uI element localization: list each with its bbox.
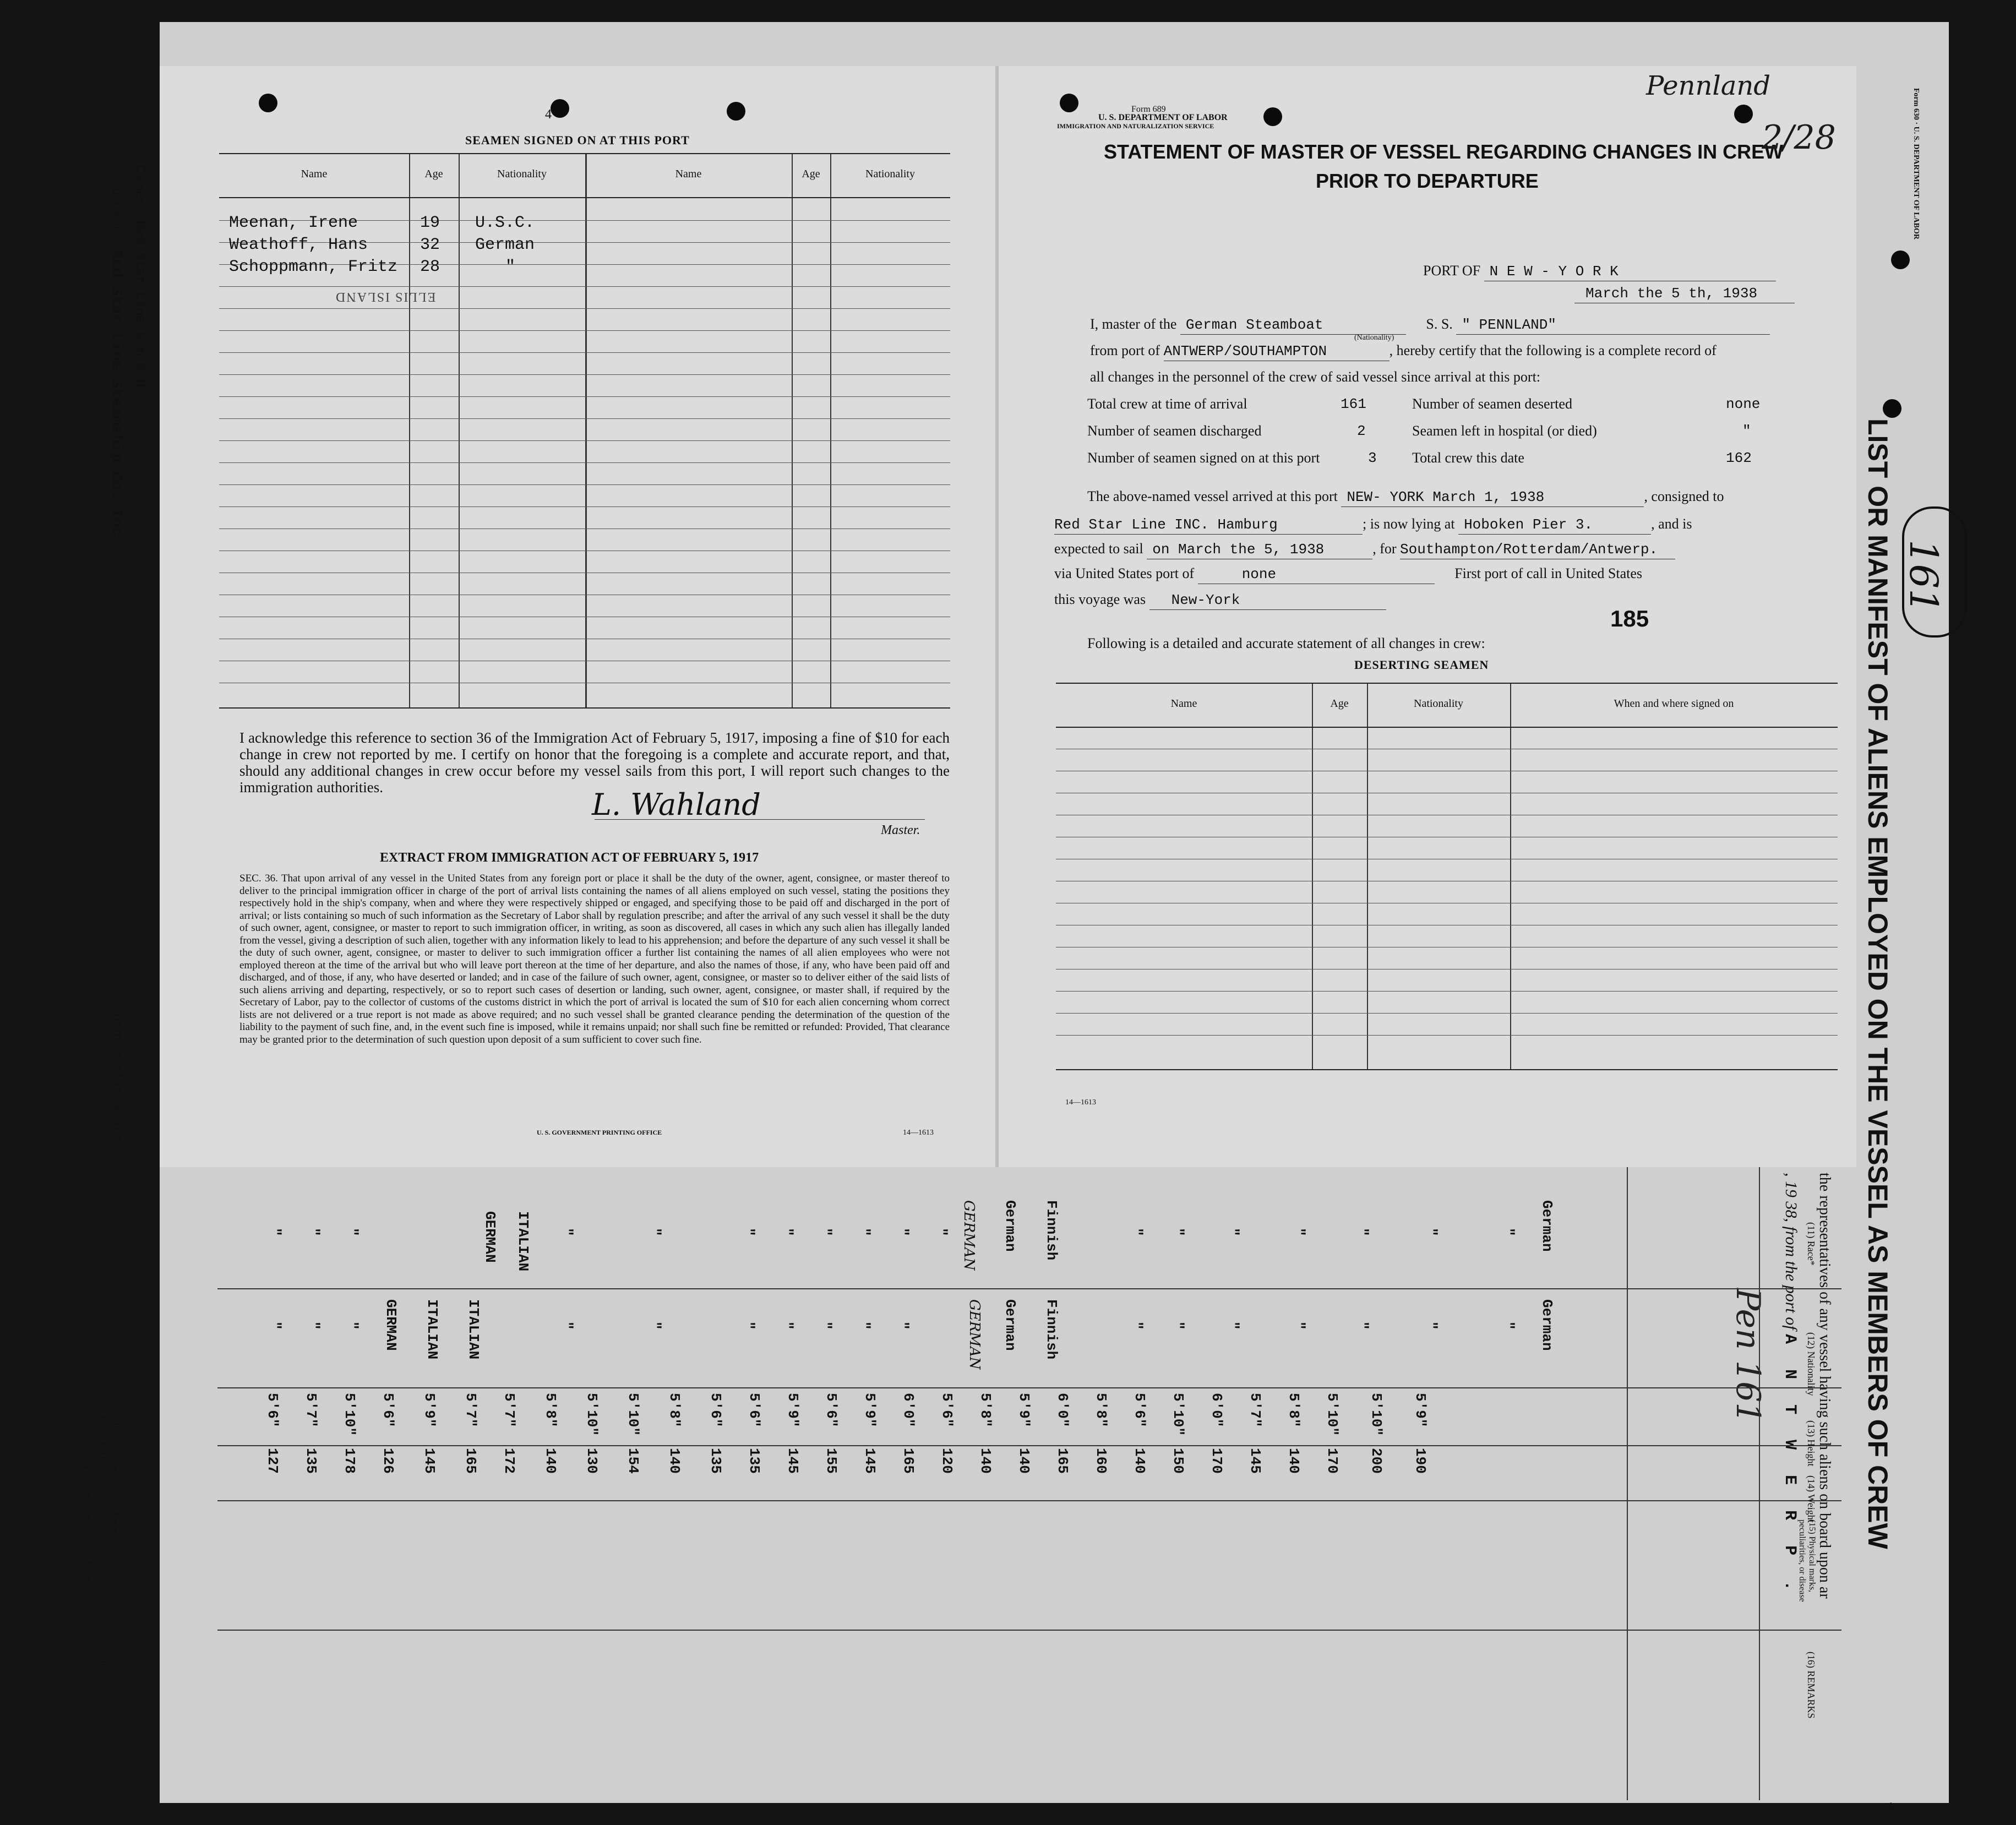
col-race: (11) Race* <box>1806 1222 1817 1266</box>
height-entry: 5'10" <box>1368 1393 1385 1436</box>
height-entry: 5'8" <box>666 1393 683 1428</box>
nationality-entry: German <box>1539 1299 1555 1351</box>
via-line: via United States port of none First port of call in United States <box>1054 564 1642 584</box>
master-line: I, master of the German Steamboat S. S. " PENNLAND" <box>1090 315 1770 335</box>
weight-entry: 190 <box>1412 1448 1429 1474</box>
weight-entry: 140 <box>542 1448 559 1474</box>
nationality-entry: " <box>559 1321 575 1330</box>
left-form-code: 14—1613 <box>903 1129 934 1137</box>
height-entry: 5'7" <box>462 1393 479 1428</box>
nationality-entry: " <box>1423 1321 1440 1330</box>
height-entry: 5'9" <box>421 1393 438 1428</box>
seamen-signed-table <box>219 153 950 709</box>
stat-discharged: Number of seamen discharged 2 <box>1087 423 1366 439</box>
page-number: 4 <box>545 107 552 122</box>
row-name: Meenan, Irene <box>229 214 358 232</box>
col-age: Age <box>424 168 443 180</box>
race-entry: " <box>1170 1228 1186 1236</box>
race-entry: Finnish <box>1043 1200 1060 1261</box>
binder-hole <box>1060 94 1078 112</box>
nationality-entry: ITALIAN <box>424 1299 440 1360</box>
footnote-note: NOTE.—Failure to furnish full or correct information in columns (3), <box>96 1398 108 1706</box>
voyage-line: this voyage was New-York <box>1054 590 1386 610</box>
corner-handwriting: Pennland <box>1646 70 1770 101</box>
height-entry: 5'6" <box>707 1393 724 1428</box>
nationality-entry: " <box>895 1321 911 1330</box>
row-name: Weathoff, Hans <box>229 236 368 254</box>
printing-office: U. S. GOVERNMENT PRINTING OFFICE <box>537 1129 662 1136</box>
height-entry: 5'9" <box>1016 1393 1032 1428</box>
stat-signed-on: Number of seamen signed on at this port 3 <box>1087 450 1377 466</box>
form-630-label: Form 630 · U. S. DEPARTMENT OF LABOR <box>1912 88 1920 239</box>
weight-entry: 140 <box>1131 1448 1148 1474</box>
stat-hospital: Seamen left in hospital (or died) " <box>1412 423 1751 439</box>
col-nationality-2: Nationality <box>865 168 915 180</box>
nationality-entry: " <box>818 1321 834 1330</box>
weight-entry: 165 <box>900 1448 917 1474</box>
race-entry: " <box>1500 1228 1517 1236</box>
nationality-entry: " <box>740 1321 757 1330</box>
weight-entry: 154 <box>625 1448 641 1474</box>
height-entry: 5'8" <box>1093 1393 1109 1428</box>
height-entry: 5'10" <box>1324 1393 1341 1436</box>
height-entry: 5'6" <box>746 1393 762 1428</box>
deserting-seamen-table <box>1056 683 1838 1070</box>
master-signature: L. Wahland <box>592 787 761 822</box>
weight-entry: 155 <box>823 1448 840 1474</box>
nationality-entry: Finnish <box>1043 1299 1060 1360</box>
col-nationality: Nationality <box>497 168 547 180</box>
weight-entry: 135 <box>707 1448 724 1474</box>
weight-entry: 145 <box>1247 1448 1263 1474</box>
col-height: (13) Height <box>1806 1420 1817 1467</box>
height-entry: 5'6" <box>1131 1393 1148 1428</box>
page-fold <box>995 66 999 1167</box>
race-entry: " <box>933 1228 950 1236</box>
weight-entry: 135 <box>303 1448 319 1474</box>
nationality-entry: ITALIAN <box>465 1299 482 1360</box>
col-nationality: Nationality <box>1414 698 1463 710</box>
race-entry: " <box>647 1228 663 1236</box>
height-entry: 5'6" <box>264 1393 281 1428</box>
pen-161-note: Pen 161 <box>1729 1288 1767 1424</box>
col-name-2: Name <box>675 168 702 180</box>
footnote-races: *See list of races on back hereof. <box>109 1398 121 1544</box>
weight-entry: 120 <box>939 1448 955 1474</box>
race-entry: " <box>1291 1228 1307 1236</box>
col-nationality: (12) Nationality <box>1806 1332 1817 1396</box>
race-entry: " <box>895 1228 911 1236</box>
sub-caption: the representatives of any vessel having such aliens on board upon ar <box>1816 1173 1833 1599</box>
nationality-entry: " <box>779 1321 795 1330</box>
weight-entry: 127 <box>264 1448 281 1474</box>
height-entry: 5'9" <box>784 1393 801 1428</box>
nationality-entry: " <box>856 1321 873 1330</box>
height-entry: 5'10" <box>584 1393 600 1436</box>
weight-entry: 150 <box>1170 1448 1186 1474</box>
weight-entry: 130 <box>584 1448 600 1474</box>
race-entry: " <box>1129 1228 1145 1236</box>
col-remarks: (16) REMARKS <box>1806 1652 1817 1719</box>
weight-entry: 160 <box>1093 1448 1109 1474</box>
stat-total-crew: Total crew this date 162 <box>1412 450 1752 466</box>
binder-hole <box>1883 399 1901 418</box>
nationality-entry: " <box>647 1321 663 1330</box>
binder-hole <box>1263 107 1282 126</box>
height-entry: 5'7" <box>501 1393 517 1428</box>
weight-entry: 140 <box>1016 1448 1032 1474</box>
nationality-entry: German <box>1002 1299 1018 1351</box>
weight-entry: 135 <box>746 1448 762 1474</box>
weight-entry: 170 <box>1208 1448 1225 1474</box>
nationality-entry: GERMAN <box>966 1299 983 1370</box>
corner-mark: 2/28 <box>1762 118 1836 157</box>
height-entry: 5'7" <box>1247 1393 1263 1428</box>
row-name: Schoppmann, Fritz <box>229 258 398 276</box>
weight-entry: 140 <box>666 1448 683 1474</box>
race-entry: " <box>1354 1228 1371 1236</box>
col-age-2: Age <box>802 168 820 180</box>
ellis-island-stamp: ELLIS ISLAND <box>335 290 436 304</box>
height-entry: 5'7" <box>303 1393 319 1428</box>
col-weight: (14) Weight <box>1806 1475 1817 1523</box>
weight-entry: 145 <box>862 1448 878 1474</box>
race-entry: " <box>559 1228 575 1236</box>
race-entry: " <box>344 1228 361 1236</box>
nationality-entry: GERMAN <box>383 1299 399 1351</box>
circled-number-text: 161 <box>1901 540 1946 613</box>
height-entry: 5'6" <box>823 1393 840 1428</box>
binder-hole <box>259 94 277 112</box>
year-line: , 19 38, from the port of A N T W E R P . <box>1780 1173 1800 1599</box>
manifest-bottom-table <box>217 1167 1841 1800</box>
certify-line: all changes in the personnel of the crew of said vessel since arrival at this port: <box>1090 369 1541 385</box>
inspector-label: Immigrant Inspector. <box>111 1013 124 1143</box>
nationality-hint: (Nationality) <box>1354 334 1394 342</box>
height-entry: 5'10" <box>1170 1393 1186 1436</box>
handwritten-185: 185 <box>1610 606 1649 631</box>
nationality-entry: " <box>1500 1321 1517 1330</box>
race-entry: German <box>1539 1200 1555 1252</box>
service: IMMIGRATION AND NATURALIZATION SERVICE <box>1057 122 1214 130</box>
binder-hole <box>1891 250 1910 269</box>
weight-entry: 126 <box>380 1448 396 1474</box>
nationality-entry: " <box>306 1321 322 1330</box>
col-when-where: When and where signed on <box>1614 698 1734 710</box>
statement-title: STATEMENT OF MASTER OF VESSEL REGARDING CHANGES IN CREW <box>1104 140 1784 163</box>
nationality-entry: " <box>1225 1321 1241 1330</box>
weight-entry: 145 <box>784 1448 801 1474</box>
height-entry: 5'8" <box>977 1393 994 1428</box>
nationality-entry: " <box>344 1321 361 1330</box>
extract-title: EXTRACT FROM IMMIGRATION ACT OF FEBRUARY 5, 1917 <box>380 851 759 865</box>
statement-subtitle: PRIOR TO DEPARTURE <box>1316 170 1539 192</box>
race-entry: German <box>1002 1200 1018 1252</box>
height-entry: 5'6" <box>380 1393 396 1428</box>
owners-line: Owners Red Star Line G.m.b.H. <box>132 165 148 395</box>
row-nationality: German <box>475 236 535 254</box>
binder-hole <box>727 102 745 121</box>
weight-entry: 172 <box>501 1448 517 1474</box>
master-label: Master. <box>881 823 920 837</box>
port-line: PORT OF N E W - Y O R K <box>1423 262 1776 281</box>
height-entry: 5'9" <box>862 1393 878 1428</box>
race-entry: GERMAN <box>961 1200 977 1271</box>
race-entry: ITALIAN <box>515 1211 531 1272</box>
date-line: March the 5 th, 1938 <box>1574 284 1795 303</box>
height-entry: 5'10" <box>625 1393 641 1436</box>
from-port-line: from port of ANTWERP/SOUTHAMPTON , hereby certify that the following is a complete record of <box>1090 341 1717 361</box>
row-nationality: " <box>505 258 516 276</box>
nationality-entry: " <box>1170 1321 1186 1330</box>
height-entry: 5'8" <box>542 1393 559 1428</box>
height-entry: 6'0" <box>1208 1393 1225 1428</box>
race-entry: " <box>856 1228 873 1236</box>
expected-line: expected to sail on March the 5, 1938 , for Southampton/Rotterdam/Antwerp. <box>1054 540 1675 559</box>
manifest-vertical-title: LIST OR MANIFEST OF ALIENS EMPLOYED ON THE VESSEL AS MEMBERS OF CREW <box>1862 418 1893 1549</box>
department: U. S. DEPARTMENT OF LABOR <box>1098 113 1228 122</box>
row-age: 19 <box>420 214 440 232</box>
height-entry: 5'10" <box>341 1393 358 1436</box>
race-entry: " <box>306 1228 322 1236</box>
consignee-line: Red Star Line INC. Hamburg ; is now lying at Hoboken Pier 3. , and is <box>1054 515 1692 535</box>
row-age: 28 <box>420 258 440 276</box>
nationality-entry: " <box>1129 1321 1145 1330</box>
race-entry: " <box>1225 1228 1241 1236</box>
race-entry: " <box>818 1228 834 1236</box>
col-physical-marks: (15) Physical marks, peculiarities, or disease <box>1797 1519 1817 1602</box>
extract-text: SEC. 36. That upon arrival of any vessel in the United States from any foreign port or place it shall be the duty of the owner, agent, consignee, or master thereof to deliver to the principal immigration officer in charge of the port of arrival lists containing the names of all aliens employed on such vessel, stating the positions they respectively hold in the ship's company, when and where they were respectively shipped or engaged, and specifying those to be paid off and discharged in the port of arrival; or lists containing so much of such information as the Secretary of Labor shall by regulation prescribe; and after the arrival of any such vessel it shall be the duty of such owner, agent, consignee, or master to report to such immigration officer, in writing, as soon as discovered, all cases in which any such alien has illegally landed from the vessel, giving a description of such alien, together with any information likely to lead to his apprehension; and before the departure of any such vessel it shall be the duty of such owner, agent, consignee, or master to deliver to such immigration officer a further list containing the names of all alien employees who were not employed thereon at the time of the arrival but who will leave port thereon at the time of her departure, and also the names of those, if any, who have been paid off and discharged, and of those, if any, who have deserted or landed; and in case of the failure of such owner, agent, consignee, or master so to deliver either of the said lists of such aliens arriving and departing, respectively, or so to report such cases of desertion or landing, such owner, agent, consignee, or master shall, if required by the Secretary of Labor, pay to the collector of customs of the customs district in which the port of arrival is located the sum of $10 for each alien concerning whom correct lists are not delivered or a true report is not made as above required; and no such vessel shall be granted clearance pending the determination of the question of the liability to the payment of such fine, and, in the event such fine is imposed, while it remains unpaid; nor shall such fine be remitted or refunded: Provided, That clearance may be granted prior to the determination of such question upon deposit of a sum sufficient to cover such fine. <box>239 873 950 1045</box>
agents-line: Local Agents Red Star Line Steamship Co. Inc. <box>107 165 124 546</box>
footnote-fine: is punishable by a fine of ten dollars for each alien. See other s <box>83 1398 95 1675</box>
height-entry: 6'0" <box>900 1393 917 1428</box>
arrived-line: The above-named vessel arrived at this port NEW- YORK March 1, 1938 , consigned to <box>1087 487 1724 507</box>
sheet-label: Shee <box>1883 1800 1906 1814</box>
col-name: Name <box>301 168 328 180</box>
weight-entry: 165 <box>462 1448 479 1474</box>
binder-hole <box>1734 105 1753 123</box>
race-entry: " <box>740 1228 757 1236</box>
col-age: Age <box>1330 698 1349 710</box>
weight-entry: 170 <box>1324 1448 1341 1474</box>
weight-entry: 140 <box>977 1448 994 1474</box>
race-entry: " <box>779 1228 795 1236</box>
weight-entry: 178 <box>341 1448 358 1474</box>
height-entry: 5'8" <box>1285 1393 1302 1428</box>
weight-entry: 200 <box>1368 1448 1385 1474</box>
stat-total-arrival: Total crew at time of arrival 161 <box>1087 396 1366 412</box>
form-number: Form 689 <box>1131 105 1166 114</box>
nationality-entry: " <box>1291 1321 1307 1330</box>
height-entry: 5'9" <box>1412 1393 1429 1428</box>
acknowledgement-text: I acknowledge this reference to section 36 of the Immigration Act of February 5, 1917, imposing a fine of $10 for each change in crew not reported by me. I certify on honor that the foregoing is a complete and accurate report, and that, should any additional changes in crew occur before my vessel sails from this port, I will report such changes to the immigration authorities. <box>239 729 950 796</box>
race-entry: " <box>1423 1228 1440 1236</box>
weight-entry: 165 <box>1054 1448 1071 1474</box>
nationality-entry: " <box>1354 1321 1371 1330</box>
right-form-code: 14—1613 <box>1065 1098 1096 1107</box>
deserting-heading: DESERTING SEAMEN <box>1354 658 1489 672</box>
following-line: Following is a detailed and accurate statement of all changes in crew: <box>1087 635 1485 651</box>
nationality-entry: " <box>267 1321 284 1330</box>
height-entry: 6'0" <box>1054 1393 1071 1428</box>
height-entry: 5'6" <box>939 1393 955 1428</box>
row-age: 32 <box>420 236 440 254</box>
binder-hole <box>551 99 569 118</box>
weight-entry: 140 <box>1285 1448 1302 1474</box>
weight-entry: 145 <box>421 1448 438 1474</box>
race-entry: GERMAN <box>482 1211 498 1263</box>
stat-deserted: Number of seamen deserted none <box>1412 396 1761 412</box>
row-nationality: U.S.C. <box>475 214 535 232</box>
col-name: Name <box>1170 698 1197 710</box>
race-entry: " <box>267 1228 284 1236</box>
seamen-signed-heading: SEAMEN SIGNED ON AT THIS PORT <box>465 133 690 147</box>
